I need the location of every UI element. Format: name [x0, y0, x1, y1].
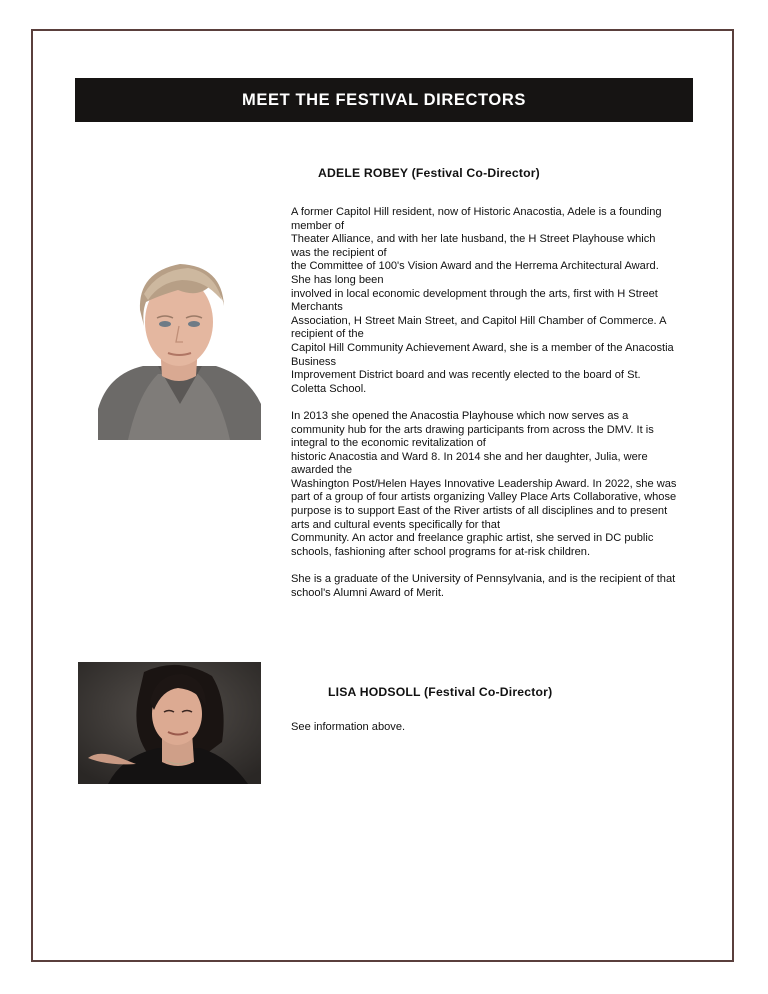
- bio-line: Business: [291, 355, 337, 368]
- section-banner: [75, 78, 693, 122]
- bio-line: Association, H Street Main Street, and Capitol Hill Chamber of Commerce. A: [291, 314, 667, 327]
- bio-line: Theater Alliance, and with her late husband, the H Street Playhouse which: [291, 233, 656, 246]
- bio-paragraph: [291, 721, 691, 735]
- bio-line: member of: [291, 219, 345, 232]
- director-bio-lisa-hodsoll: [291, 721, 691, 748]
- page-title: MEET THE FESTIVAL DIRECTORS: [242, 90, 526, 109]
- bio-line: was the recipient of: [291, 246, 387, 259]
- bio-paragraph: [291, 573, 691, 600]
- bio-line: the Committee of 100's Vision Award and the Herrema Architectural Award.: [291, 260, 659, 273]
- bio-line: Washington Post/Helen Hayes Innovative Leadership Award. In 2022, she was: [291, 477, 677, 490]
- bio-line: historic Anacostia and Ward 8. In 2014 she and her daughter, Julia, were: [291, 450, 648, 463]
- bio-line: schools, fashioning after school programs for at-risk children.: [291, 545, 591, 558]
- bio-line: arts and cultural events specifically for that: [291, 518, 501, 531]
- bio-paragraph: [291, 410, 691, 560]
- bio-line: involved in local economic development through the arts, first with H Street: [291, 287, 658, 300]
- bio-line: school's Alumni Award of Merit.: [291, 586, 444, 599]
- bio-line: In 2013 she opened the Anacostia Playhouse which now serves as a: [291, 409, 629, 422]
- bio-paragraph: [291, 206, 691, 396]
- bio-line: community hub for the arts drawing participants from across the DMV. It is: [291, 423, 654, 436]
- adele-robey-portrait: [98, 254, 261, 440]
- bio-line: She is a graduate of the University of Pennsylvania, and is the recipient of that: [291, 573, 676, 586]
- bio-line: integral to the economic revitalization of: [291, 437, 486, 450]
- bio-line: A former Capitol Hill resident, now of Historic Anacostia, Adele is a founding: [291, 206, 662, 218]
- bio-line: purpose is to support East of the River artists of all disciplines and to present: [291, 505, 668, 518]
- bio-line: Coletta School.: [291, 382, 367, 395]
- director-name-adele-robey: ADELE ROBEY (Festival Co-Director): [318, 166, 540, 180]
- bio-line: Community. An actor and freelance graphic artist, she served in DC public: [291, 532, 654, 545]
- bio-line: recipient of the: [291, 328, 364, 341]
- lisa-hodsoll-portrait: [78, 662, 261, 784]
- director-bio-adele-robey: [291, 206, 691, 614]
- bio-line: See information above.: [291, 721, 406, 733]
- bio-line: Improvement District board and was recently elected to the board of St.: [291, 369, 641, 382]
- bio-line: awarded the: [291, 464, 353, 477]
- bio-line: She has long been: [291, 273, 384, 286]
- bio-line: Capitol Hill Community Achievement Award, she is a member of the Anacostia: [291, 341, 674, 354]
- director-name-lisa-hodsoll: LISA HODSOLL (Festival Co-Director): [328, 685, 553, 699]
- bio-line: part of a group of four artists organizing Valley Place Arts Collaborative, whose: [291, 491, 677, 504]
- bio-line: Merchants: [291, 301, 343, 314]
